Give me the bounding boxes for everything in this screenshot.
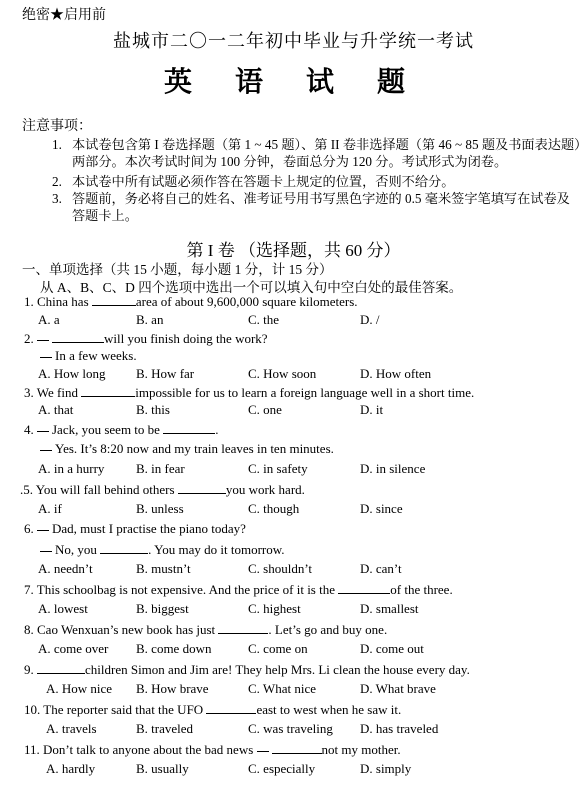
note-item-3 bbox=[52, 190, 581, 224]
note-number: 1. bbox=[52, 137, 62, 152]
question-number: 8. bbox=[24, 622, 34, 637]
note-number: 2. bbox=[52, 174, 62, 189]
question-text: you work hard. bbox=[225, 482, 305, 497]
options-2 bbox=[38, 366, 578, 384]
option-b: B. unless bbox=[136, 501, 184, 516]
question-text: . Let’s go and buy one. bbox=[268, 622, 388, 637]
options-3 bbox=[38, 402, 578, 420]
option-c: C. the bbox=[248, 312, 280, 327]
question-text: Don’t talk to anyone about the bad news bbox=[43, 742, 257, 757]
answer-blank bbox=[92, 293, 136, 306]
option-c: C. highest bbox=[248, 601, 301, 616]
option-b: B. traveled bbox=[136, 721, 194, 736]
question-number: 9. bbox=[24, 662, 34, 677]
question-text: not my mother. bbox=[321, 742, 401, 757]
answer-blank bbox=[272, 741, 322, 754]
question-text: This schoolbag is not expensive. And the price of it is the bbox=[36, 582, 339, 597]
option-c: C. especially bbox=[248, 761, 316, 776]
option-d: D. can’t bbox=[360, 561, 402, 576]
option-c: C. one bbox=[248, 402, 282, 417]
option-b: B. biggest bbox=[136, 601, 189, 616]
question-2 bbox=[24, 330, 268, 347]
note-item-1 bbox=[52, 136, 581, 170]
option-b: B. How far bbox=[136, 366, 195, 381]
subject-title: 英 语 试 题 bbox=[163, 67, 423, 98]
option-d: D. smallest bbox=[360, 601, 419, 616]
answer-blank bbox=[206, 701, 256, 714]
notes-label: 注意事项： bbox=[22, 119, 92, 134]
option-d: D. / bbox=[360, 312, 380, 327]
reply-2 bbox=[40, 348, 137, 364]
part-instruction: 从 A、B、C、D 四个选项中选出一个可以填入句中空白处的最佳答案。 bbox=[40, 280, 463, 295]
option-c: C. How soon bbox=[248, 366, 317, 381]
answer-blank bbox=[338, 581, 390, 594]
options-8 bbox=[38, 641, 578, 659]
options-4 bbox=[38, 461, 578, 479]
option-c: C. come on bbox=[248, 641, 308, 656]
options-7 bbox=[38, 601, 578, 619]
question-text: The reporter said that the UFO bbox=[43, 702, 207, 717]
option-a: A. needn’t bbox=[38, 561, 93, 576]
question-text: Dad, must I practise the piano today? bbox=[52, 521, 246, 536]
question-number: 1. bbox=[24, 294, 34, 309]
question-text: Cao Wenxuan’s new book has just bbox=[37, 622, 219, 637]
answer-blank bbox=[37, 661, 85, 674]
reply-text: No, you bbox=[55, 542, 97, 557]
question-text: Jack, you seem to be bbox=[52, 422, 164, 437]
option-a: A. How nice bbox=[46, 681, 113, 696]
option-b: B. mustn’t bbox=[136, 561, 191, 576]
question-number: 6. bbox=[24, 521, 34, 536]
option-b: B. in fear bbox=[136, 461, 185, 476]
option-d: D. What brave bbox=[360, 681, 436, 696]
note-text: 答题前，务必将自己的姓名、准考证号用书写黑色字迹的 0.5 毫米签字笔填写在试卷及答题卡上。 bbox=[72, 191, 570, 223]
question-1 bbox=[24, 293, 358, 310]
option-c: C. What nice bbox=[248, 681, 316, 696]
note-number: 3. bbox=[52, 191, 62, 206]
question-number: 4. bbox=[24, 422, 34, 437]
answer-blank bbox=[163, 421, 215, 434]
dialogue-dash bbox=[40, 551, 52, 552]
question-text: east to west when he saw it. bbox=[256, 702, 402, 717]
question-5 bbox=[20, 481, 305, 498]
option-a: A. travels bbox=[46, 721, 97, 736]
option-a: A. in a hurry bbox=[38, 461, 105, 476]
option-b: B. How brave bbox=[136, 681, 209, 696]
question-number: 2. bbox=[24, 331, 34, 346]
option-a: A. that bbox=[38, 402, 74, 417]
question-6 bbox=[24, 521, 246, 537]
question-text: You will fall behind others bbox=[35, 482, 178, 497]
option-a: A. if bbox=[38, 501, 62, 516]
question-text: children Simon and Jim are! They help Mrs. Li clean the house every day. bbox=[85, 662, 470, 677]
option-c: C. in safety bbox=[248, 461, 308, 476]
dialogue-dash bbox=[37, 431, 49, 432]
option-c: C. though bbox=[248, 501, 300, 516]
option-a: A. a bbox=[38, 312, 60, 327]
question-number: 3. bbox=[24, 385, 34, 400]
reply-text: In a few weeks. bbox=[55, 348, 137, 363]
section-title: 第 I 卷 （选择题，共 60 分） bbox=[186, 241, 401, 260]
note-text: 本试卷包含第 I 卷选择题（第 1 ~ 45 题）、第 II 卷非选择题（第 46 ~ 85 题及书面表达题）两部分。本次考试时间为 100 分钟，卷面总分为 120 分。考试形式为闭卷。 bbox=[72, 137, 581, 169]
reply-text: . You may do it tomorrow. bbox=[148, 542, 285, 557]
question-text: impossible for us to learn a foreign language well in a short time. bbox=[135, 385, 475, 400]
options-11 bbox=[46, 761, 586, 779]
question-8 bbox=[24, 621, 387, 638]
answer-blank bbox=[218, 621, 268, 634]
options-9 bbox=[46, 681, 586, 699]
question-number: 10. bbox=[24, 702, 41, 717]
dialogue-dash bbox=[37, 530, 49, 531]
question-4 bbox=[24, 421, 218, 438]
part-title: 一、单项选择（共 15 小题，每小题 1 分，计 15 分） bbox=[22, 262, 333, 277]
question-7 bbox=[24, 581, 453, 598]
option-c: C. was traveling bbox=[248, 721, 333, 736]
question-number: .5. bbox=[20, 482, 33, 497]
options-1 bbox=[38, 312, 578, 330]
exam-title: 盐城市二〇一二年初中毕业与升学统一考试 bbox=[113, 31, 474, 51]
question-number: 11. bbox=[24, 742, 40, 757]
note-item-2 bbox=[52, 173, 581, 190]
question-text: We find bbox=[36, 385, 82, 400]
option-c: C. shouldn’t bbox=[248, 561, 313, 576]
option-b: B. usually bbox=[136, 761, 189, 776]
question-text: China has bbox=[37, 294, 92, 309]
question-9 bbox=[24, 661, 470, 678]
reply-4 bbox=[40, 441, 334, 457]
question-text: of the three. bbox=[390, 582, 453, 597]
option-d: D. has traveled bbox=[360, 721, 439, 736]
option-d: D. since bbox=[360, 501, 403, 516]
question-10 bbox=[24, 701, 401, 718]
answer-blank bbox=[81, 384, 135, 397]
options-5 bbox=[38, 501, 578, 519]
option-d: D. it bbox=[360, 402, 384, 417]
question-11 bbox=[24, 741, 401, 758]
dialogue-dash bbox=[40, 450, 52, 451]
question-text: will you finish doing the work? bbox=[104, 331, 268, 346]
option-b: B. come down bbox=[136, 641, 212, 656]
reply-text: Yes. It’s 8:20 now and my train leaves in ten minutes. bbox=[55, 441, 334, 456]
dialogue-dash bbox=[40, 357, 52, 358]
option-a: A. How long bbox=[38, 366, 106, 381]
answer-blank bbox=[178, 481, 226, 494]
answer-blank bbox=[52, 330, 104, 343]
secret-label: 绝密★启用前 bbox=[22, 8, 106, 23]
options-6 bbox=[38, 561, 578, 579]
option-b: B. this bbox=[136, 402, 170, 417]
dialogue-dash bbox=[257, 751, 269, 752]
option-d: D. in silence bbox=[360, 461, 426, 476]
question-text: area of about 9,600,000 square kilometers. bbox=[135, 294, 358, 309]
option-a: A. hardly bbox=[46, 761, 96, 776]
question-number: 7. bbox=[24, 582, 34, 597]
option-d: D. simply bbox=[360, 761, 412, 776]
note-text: 本试卷中所有试题必须作答在答题卡上规定的位置，否则不给分。 bbox=[72, 174, 455, 189]
option-a: A. lowest bbox=[38, 601, 88, 616]
option-b: B. an bbox=[136, 312, 164, 327]
reply-6 bbox=[40, 541, 285, 558]
answer-blank bbox=[100, 541, 148, 554]
option-d: D. How often bbox=[360, 366, 432, 381]
question-text: . bbox=[215, 422, 219, 437]
question-3 bbox=[24, 384, 474, 401]
option-a: A. come over bbox=[38, 641, 109, 656]
option-d: D. come out bbox=[360, 641, 424, 656]
dialogue-dash bbox=[37, 340, 49, 341]
options-10 bbox=[46, 721, 586, 739]
